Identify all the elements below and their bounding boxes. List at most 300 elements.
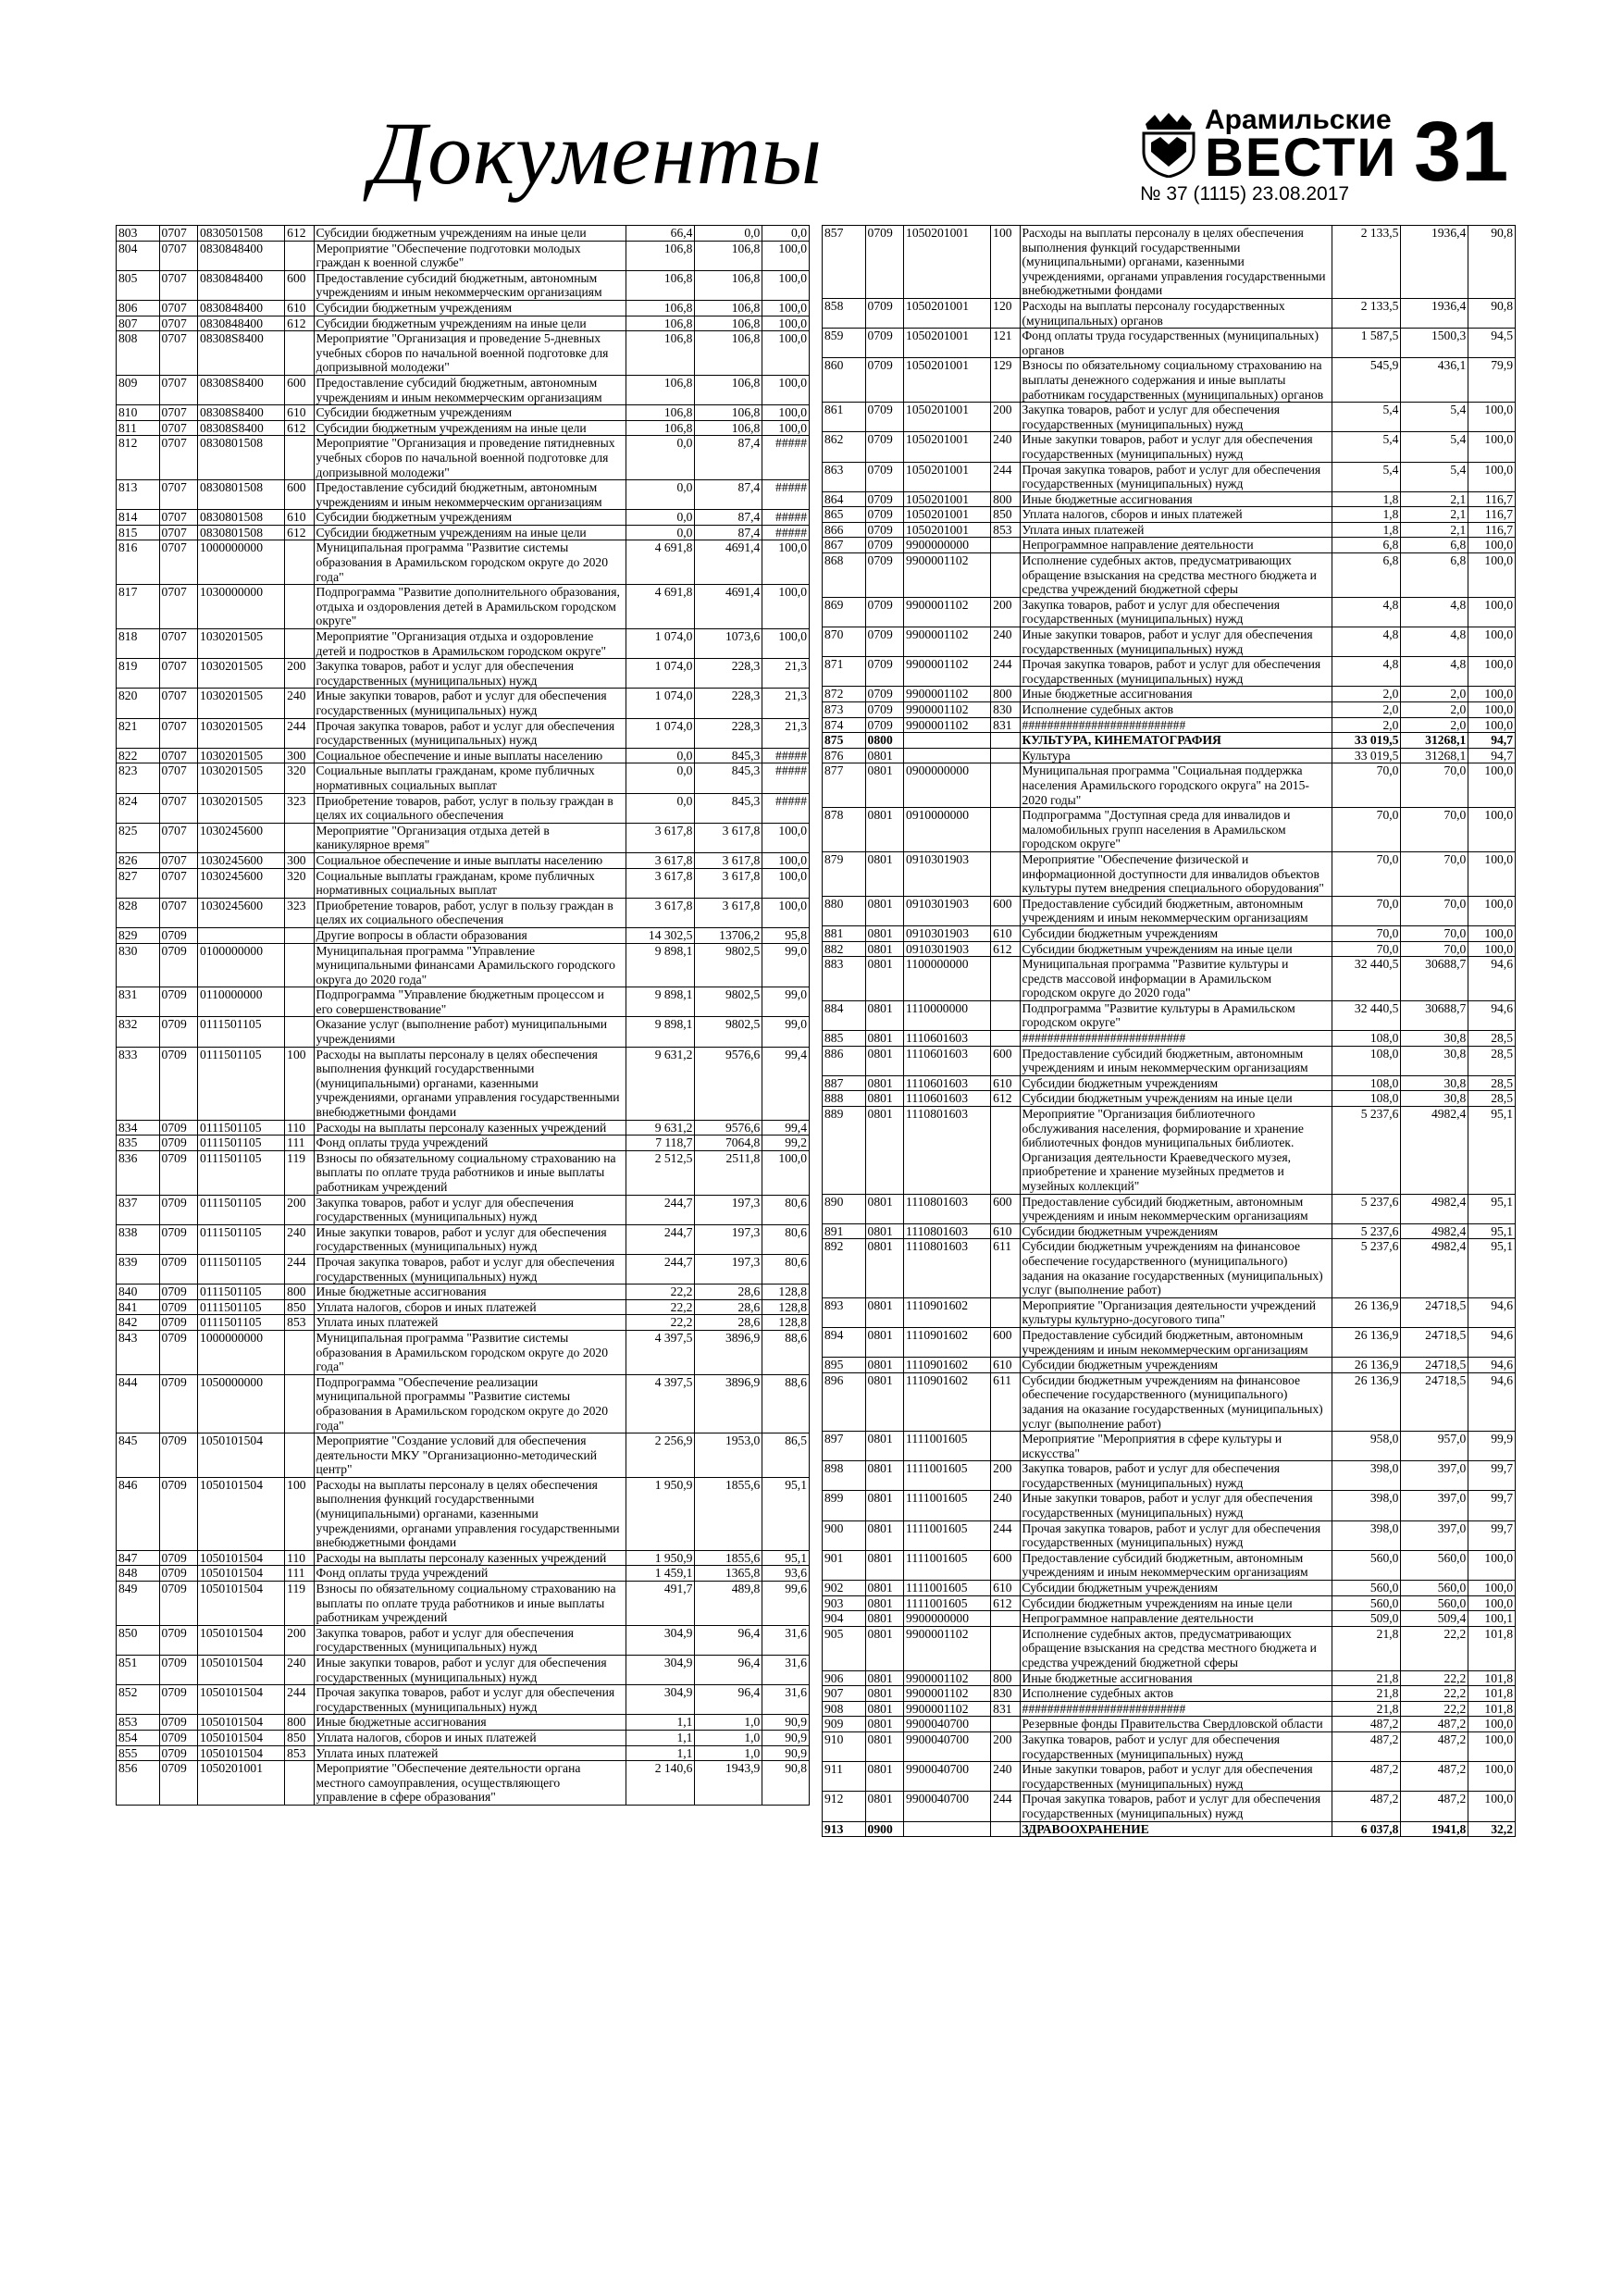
expense-type: 612 bbox=[285, 316, 314, 331]
execution-percent: 31,6 bbox=[762, 1685, 810, 1715]
section-code: 0801 bbox=[865, 1031, 903, 1047]
row-number: 841 bbox=[117, 1299, 160, 1315]
executed-amount: 106,8 bbox=[695, 331, 762, 376]
target-article: 1111001605 bbox=[904, 1520, 991, 1550]
execution-percent: 100,0 bbox=[762, 1150, 810, 1195]
section-code: 0707 bbox=[159, 270, 197, 300]
executed-amount: 22,2 bbox=[1401, 1670, 1468, 1686]
table-row bbox=[823, 1461, 1516, 1491]
row-number: 838 bbox=[117, 1224, 160, 1254]
row-number: 835 bbox=[117, 1136, 160, 1151]
execution-percent: 95,1 bbox=[762, 1550, 810, 1566]
item-name: Предоставление субсидий бюджетным, автономным учреждениям и иным некоммерческим организациям bbox=[1020, 896, 1332, 925]
row-number: 895 bbox=[823, 1358, 866, 1373]
row-number: 888 bbox=[823, 1091, 866, 1107]
right-column bbox=[822, 225, 1516, 1837]
section-code: 0707 bbox=[159, 420, 197, 436]
page-header bbox=[0, 0, 1623, 222]
section-code: 0801 bbox=[865, 957, 903, 1001]
expense-type: 800 bbox=[285, 1285, 314, 1300]
executed-amount: 1953,0 bbox=[695, 1433, 762, 1478]
expense-type: 200 bbox=[285, 1625, 314, 1655]
plan-amount: 1 074,0 bbox=[626, 718, 695, 748]
section-code: 0709 bbox=[865, 597, 903, 627]
section-code: 0707 bbox=[159, 585, 197, 629]
executed-amount: 397,0 bbox=[1401, 1520, 1468, 1550]
target-article: 0111501105 bbox=[198, 1254, 285, 1284]
expense-type bbox=[991, 1821, 1020, 1837]
row-number: 843 bbox=[117, 1330, 160, 1374]
target-article: 1050101504 bbox=[198, 1582, 285, 1626]
expense-type: 600 bbox=[991, 1194, 1020, 1223]
item-name: Предоставление субсидий бюджетным, автономным учреждениям и иным некоммерческим организациям bbox=[314, 480, 626, 510]
table-row bbox=[823, 717, 1516, 733]
table-row bbox=[823, 627, 1516, 657]
execution-percent: 99,0 bbox=[762, 1017, 810, 1047]
target-article: 0910301903 bbox=[904, 851, 991, 896]
execution-percent: 0,0 bbox=[762, 226, 810, 242]
execution-percent: 94,6 bbox=[1468, 1000, 1516, 1030]
target-article: 1030201505 bbox=[198, 689, 285, 718]
plan-amount: 4 691,8 bbox=[626, 540, 695, 585]
row-number: 846 bbox=[117, 1477, 160, 1550]
target-article: 1050201001 bbox=[904, 329, 991, 358]
table-row bbox=[823, 522, 1516, 538]
table-row bbox=[117, 718, 810, 748]
executed-amount: 4982,4 bbox=[1401, 1194, 1468, 1223]
item-name: Субсидии бюджетным учреждениям на иные цели bbox=[314, 525, 626, 540]
target-article: 1030201505 bbox=[198, 748, 285, 763]
row-number: 852 bbox=[117, 1685, 160, 1715]
section-code: 0801 bbox=[865, 851, 903, 896]
execution-percent: 31,6 bbox=[762, 1656, 810, 1685]
item-name: Субсидии бюджетным учреждениям bbox=[314, 300, 626, 316]
section-code: 0801 bbox=[865, 808, 903, 852]
section-code: 0707 bbox=[159, 480, 197, 510]
section-code: 0709 bbox=[159, 1715, 197, 1731]
execution-percent: ##### bbox=[762, 436, 810, 480]
target-article: 0111501105 bbox=[198, 1285, 285, 1300]
plan-amount: 2 512,5 bbox=[626, 1150, 695, 1195]
execution-percent: 79,9 bbox=[1468, 358, 1516, 403]
section-code: 0707 bbox=[159, 540, 197, 585]
table-row bbox=[117, 1550, 810, 1566]
target-article bbox=[904, 1821, 991, 1837]
executed-amount: 6,8 bbox=[1401, 553, 1468, 598]
section-code: 0709 bbox=[865, 491, 903, 507]
section-code: 0707 bbox=[159, 852, 197, 868]
expense-type: 244 bbox=[991, 1792, 1020, 1821]
section-code: 0707 bbox=[159, 868, 197, 898]
plan-amount: 958,0 bbox=[1332, 1432, 1401, 1461]
target-article: 1110601603 bbox=[904, 1075, 991, 1091]
target-article: 1111001605 bbox=[904, 1461, 991, 1491]
target-article: 0910301903 bbox=[904, 925, 991, 941]
expense-type bbox=[991, 808, 1020, 852]
expense-type: 121 bbox=[991, 329, 1020, 358]
section-code: 0709 bbox=[159, 1745, 197, 1761]
expense-type bbox=[991, 1611, 1020, 1627]
target-article: 1050201001 bbox=[904, 491, 991, 507]
plan-amount: 9 898,1 bbox=[626, 1017, 695, 1047]
table-row bbox=[117, 868, 810, 898]
executed-amount: 5,4 bbox=[1401, 403, 1468, 432]
item-name: Прочая закупка товаров, работ и услуг для обеспечения государственных (муниципальных) нужд bbox=[314, 1685, 626, 1715]
expense-type: 240 bbox=[991, 1762, 1020, 1792]
expense-type: 200 bbox=[991, 403, 1020, 432]
table-row bbox=[823, 925, 1516, 941]
executed-amount: 30,8 bbox=[1401, 1075, 1468, 1091]
section-code: 0709 bbox=[865, 657, 903, 687]
execution-percent: 31,6 bbox=[762, 1625, 810, 1655]
section-code: 0707 bbox=[159, 331, 197, 376]
target-article bbox=[904, 748, 991, 763]
row-number: 870 bbox=[823, 627, 866, 657]
section-code: 0801 bbox=[865, 1107, 903, 1195]
item-name: Предоставление субсидий бюджетным, автономным учреждениям и иным некоммерческим организациям bbox=[1020, 1194, 1332, 1223]
plan-amount: 4 397,5 bbox=[626, 1330, 695, 1374]
target-article: 1050201001 bbox=[198, 1761, 285, 1806]
item-name: Прочая закупка товаров, работ и услуг для обеспечения государственных (муниципальных) нужд bbox=[314, 1254, 626, 1284]
plan-amount: 0,0 bbox=[626, 525, 695, 540]
plan-amount: 106,8 bbox=[626, 241, 695, 270]
executed-amount: 560,0 bbox=[1401, 1581, 1468, 1596]
table-row bbox=[117, 1730, 810, 1745]
item-name: Субсидии бюджетным учреждениям bbox=[1020, 1358, 1332, 1373]
executed-amount: 28,6 bbox=[695, 1285, 762, 1300]
section-code: 0709 bbox=[159, 1047, 197, 1120]
executed-amount: 31268,1 bbox=[1401, 733, 1468, 749]
plan-amount: 14 302,5 bbox=[626, 927, 695, 943]
item-name: Расходы на выплаты персоналу государственных (муниципальных) органов bbox=[1020, 298, 1332, 328]
execution-percent: 100,0 bbox=[1468, 1792, 1516, 1821]
row-number: 898 bbox=[823, 1461, 866, 1491]
expense-type: 800 bbox=[991, 1670, 1020, 1686]
row-number: 847 bbox=[117, 1550, 160, 1566]
execution-percent: 99,2 bbox=[762, 1136, 810, 1151]
target-article: 1050201001 bbox=[904, 226, 991, 299]
row-number: 817 bbox=[117, 585, 160, 629]
expense-type: 612 bbox=[285, 226, 314, 242]
expense-type: 800 bbox=[991, 687, 1020, 702]
table-row bbox=[117, 1299, 810, 1315]
row-number: 840 bbox=[117, 1285, 160, 1300]
row-number: 901 bbox=[823, 1550, 866, 1580]
expense-type bbox=[285, 1761, 314, 1806]
table-row bbox=[117, 420, 810, 436]
row-number: 877 bbox=[823, 763, 866, 808]
table-row bbox=[823, 1239, 1516, 1297]
target-article: 1030201505 bbox=[198, 629, 285, 659]
row-number: 825 bbox=[117, 823, 160, 852]
execution-percent: 99,0 bbox=[762, 987, 810, 1017]
table-row bbox=[117, 1477, 810, 1550]
plan-amount: 1 950,9 bbox=[626, 1550, 695, 1566]
section-code: 0709 bbox=[159, 1224, 197, 1254]
section-code: 0801 bbox=[865, 1461, 903, 1491]
executed-amount: 24718,5 bbox=[1401, 1327, 1468, 1357]
item-name: Субсидии бюджетным учреждениям на иные цели bbox=[1020, 941, 1332, 957]
row-number: 862 bbox=[823, 432, 866, 462]
row-number: 844 bbox=[117, 1374, 160, 1433]
expense-type: 111 bbox=[285, 1136, 314, 1151]
target-article: 1000000000 bbox=[198, 540, 285, 585]
plan-amount: 7 118,7 bbox=[626, 1136, 695, 1151]
executed-amount: 5,4 bbox=[1401, 432, 1468, 462]
execution-percent: 100,0 bbox=[1468, 763, 1516, 808]
plan-amount: 0,0 bbox=[626, 763, 695, 793]
row-number: 891 bbox=[823, 1223, 866, 1239]
target-article: 1111001605 bbox=[904, 1550, 991, 1580]
section-code: 0709 bbox=[159, 1761, 197, 1806]
target-article: 0830801508 bbox=[198, 480, 285, 510]
expense-type bbox=[285, 436, 314, 480]
section-code: 0709 bbox=[865, 432, 903, 462]
plan-amount: 9 631,2 bbox=[626, 1047, 695, 1120]
plan-amount: 1 074,0 bbox=[626, 629, 695, 659]
executed-amount: 4691,4 bbox=[695, 540, 762, 585]
plan-amount: 487,2 bbox=[1332, 1792, 1401, 1821]
issue-info: № 37 (1115) 23.08.2017 bbox=[1140, 183, 1350, 205]
item-name: Социальное обеспечение и иные выплаты населению bbox=[314, 852, 626, 868]
table-row bbox=[117, 1254, 810, 1284]
item-name: Взносы по обязательному социальному страхованию на выплаты по оплате труда работников и иные выплаты работникам учреждений bbox=[314, 1150, 626, 1195]
execution-percent: 100,0 bbox=[762, 420, 810, 436]
target-article: 1111001605 bbox=[904, 1581, 991, 1596]
executed-amount: 1855,6 bbox=[695, 1477, 762, 1550]
item-name: Уплата иных платежей bbox=[1020, 522, 1332, 538]
plan-amount: 1,1 bbox=[626, 1730, 695, 1745]
section-code: 0707 bbox=[159, 718, 197, 748]
executed-amount: 24718,5 bbox=[1401, 1297, 1468, 1327]
execution-percent: 94,7 bbox=[1468, 748, 1516, 763]
row-number: 867 bbox=[823, 538, 866, 553]
executed-amount: 5,4 bbox=[1401, 462, 1468, 491]
plan-amount: 0,0 bbox=[626, 436, 695, 480]
item-name: Исполнение судебных актов, предусматривающих обращение взыскания на средства местного бюджета и средства учреждений бюджетной сферы bbox=[1020, 553, 1332, 598]
item-name: ########################## bbox=[1020, 1031, 1332, 1047]
row-number: 834 bbox=[117, 1120, 160, 1136]
section-code: 0707 bbox=[159, 763, 197, 793]
section-code: 0707 bbox=[159, 793, 197, 823]
execution-percent: 100,0 bbox=[1468, 1762, 1516, 1792]
table-row bbox=[823, 298, 1516, 328]
execution-percent: 100,0 bbox=[1468, 808, 1516, 852]
execution-percent: 93,6 bbox=[762, 1566, 810, 1582]
item-name: Непрограммное направление деятельности bbox=[1020, 538, 1332, 553]
table-row bbox=[117, 898, 810, 927]
expense-type bbox=[285, 927, 314, 943]
execution-percent: ##### bbox=[762, 748, 810, 763]
item-name: Закупка товаров, работ и услуг для обеспечения государственных (муниципальных) нужд bbox=[314, 1625, 626, 1655]
table-row bbox=[823, 462, 1516, 491]
executed-amount: 9576,6 bbox=[695, 1047, 762, 1120]
table-row bbox=[117, 763, 810, 793]
section-code: 0801 bbox=[865, 1091, 903, 1107]
table-row bbox=[823, 1223, 1516, 1239]
section-code: 0707 bbox=[159, 659, 197, 689]
row-number: 813 bbox=[117, 480, 160, 510]
executed-amount: 9802,5 bbox=[695, 943, 762, 987]
row-number: 809 bbox=[117, 375, 160, 404]
expense-type: 110 bbox=[285, 1120, 314, 1136]
executed-amount: 106,8 bbox=[695, 420, 762, 436]
section-code: 0801 bbox=[865, 763, 903, 808]
plan-amount: 33 019,5 bbox=[1332, 733, 1401, 749]
expense-type: 610 bbox=[285, 300, 314, 316]
table-row bbox=[823, 329, 1516, 358]
plan-amount: 66,4 bbox=[626, 226, 695, 242]
plan-amount: 2,0 bbox=[1332, 702, 1401, 718]
table-row bbox=[117, 270, 810, 300]
section-code: 0801 bbox=[865, 1194, 903, 1223]
plan-amount: 9 898,1 bbox=[626, 987, 695, 1017]
plan-amount: 21,8 bbox=[1332, 1626, 1401, 1670]
execution-percent: 86,5 bbox=[762, 1433, 810, 1478]
table-row bbox=[823, 808, 1516, 852]
table-row bbox=[823, 1000, 1516, 1030]
target-article: 1050101504 bbox=[198, 1550, 285, 1566]
expense-type: 200 bbox=[285, 1195, 314, 1224]
row-number: 878 bbox=[823, 808, 866, 852]
plan-amount: 6 037,8 bbox=[1332, 1821, 1401, 1837]
executed-amount: 106,8 bbox=[695, 316, 762, 331]
plan-amount: 1 459,1 bbox=[626, 1566, 695, 1582]
table-row bbox=[117, 226, 810, 242]
target-article: 0910301903 bbox=[904, 941, 991, 957]
executed-amount: 6,8 bbox=[1401, 538, 1468, 553]
executed-amount: 1073,6 bbox=[695, 629, 762, 659]
row-number: 818 bbox=[117, 629, 160, 659]
section-code: 0801 bbox=[865, 1762, 903, 1792]
item-name: Муниципальная программа "Социальная поддержка населения Арамильского городского округа" на 2015-2020 годы" bbox=[1020, 763, 1332, 808]
item-name: Муниципальная программа "Развитие культуры и средств массовой информации в Арамильском городском округе до 2020 года" bbox=[1020, 957, 1332, 1001]
plan-amount: 4 397,5 bbox=[626, 1374, 695, 1433]
section-code: 0707 bbox=[159, 823, 197, 852]
table-row bbox=[117, 1582, 810, 1626]
execution-percent: 99,6 bbox=[762, 1582, 810, 1626]
plan-amount: 3 617,8 bbox=[626, 823, 695, 852]
table-row bbox=[823, 491, 1516, 507]
section-code: 0801 bbox=[865, 1595, 903, 1611]
table-row bbox=[823, 748, 1516, 763]
plan-amount: 22,2 bbox=[626, 1315, 695, 1331]
target-article: 08308S8400 bbox=[198, 375, 285, 404]
item-name: Иные бюджетные ассигнования bbox=[1020, 687, 1332, 702]
target-article: 1110601603 bbox=[904, 1031, 991, 1047]
target-article: 0111501105 bbox=[198, 1315, 285, 1331]
table-row bbox=[823, 763, 1516, 808]
table-row bbox=[823, 1595, 1516, 1611]
row-number: 864 bbox=[823, 491, 866, 507]
row-number: 900 bbox=[823, 1520, 866, 1550]
plan-amount: 108,0 bbox=[1332, 1031, 1401, 1047]
executed-amount: 2,1 bbox=[1401, 522, 1468, 538]
table-row bbox=[823, 1194, 1516, 1223]
executed-amount: 2,1 bbox=[1401, 491, 1468, 507]
expense-type bbox=[991, 748, 1020, 763]
execution-percent: 100,0 bbox=[762, 868, 810, 898]
row-number: 902 bbox=[823, 1581, 866, 1596]
table-row bbox=[823, 1297, 1516, 1327]
item-name: Мероприятие "Обеспечение деятельности органа местного самоуправления, осуществляющего управление в сфере образования" bbox=[314, 1761, 626, 1806]
item-name: Расходы на выплаты персоналу казенных учреждений bbox=[314, 1120, 626, 1136]
expense-type: 240 bbox=[285, 689, 314, 718]
expense-type: 610 bbox=[991, 925, 1020, 941]
section-code: 0709 bbox=[159, 1136, 197, 1151]
execution-percent: 100,0 bbox=[762, 585, 810, 629]
executed-amount: 1,0 bbox=[695, 1730, 762, 1745]
expense-type: 610 bbox=[285, 405, 314, 421]
execution-percent: 128,8 bbox=[762, 1299, 810, 1315]
row-number: 890 bbox=[823, 1194, 866, 1223]
row-number: 805 bbox=[117, 270, 160, 300]
execution-percent: 100,1 bbox=[1468, 1611, 1516, 1627]
plan-amount: 108,0 bbox=[1332, 1091, 1401, 1107]
section-code: 0801 bbox=[865, 1686, 903, 1702]
executed-amount: 30688,7 bbox=[1401, 1000, 1468, 1030]
execution-percent: ##### bbox=[762, 793, 810, 823]
execution-percent: 21,3 bbox=[762, 659, 810, 689]
execution-percent: 100,0 bbox=[1468, 702, 1516, 718]
table-row bbox=[117, 1625, 810, 1655]
section-code: 0801 bbox=[865, 1491, 903, 1520]
section-code: 0707 bbox=[159, 405, 197, 421]
expense-type bbox=[991, 1432, 1020, 1461]
executed-amount: 4982,4 bbox=[1401, 1107, 1468, 1195]
row-number: 807 bbox=[117, 316, 160, 331]
table-row bbox=[117, 331, 810, 376]
section-code: 0709 bbox=[159, 1582, 197, 1626]
table-row bbox=[117, 659, 810, 689]
row-number: 842 bbox=[117, 1315, 160, 1331]
table-row bbox=[823, 1626, 1516, 1670]
expense-type: 600 bbox=[991, 1046, 1020, 1075]
expense-type: 850 bbox=[285, 1299, 314, 1315]
plan-amount: 21,8 bbox=[1332, 1686, 1401, 1702]
item-name: Непрограммное направление деятельности bbox=[1020, 1611, 1332, 1627]
item-name: Предоставление субсидий бюджетным, автономным учреждениям и иным некоммерческим организациям bbox=[1020, 1550, 1332, 1580]
expense-type: 200 bbox=[991, 597, 1020, 627]
item-name: Уплата налогов, сборов и иных платежей bbox=[314, 1299, 626, 1315]
executed-amount: 228,3 bbox=[695, 718, 762, 748]
plan-amount: 1 950,9 bbox=[626, 1477, 695, 1550]
section-code: 0709 bbox=[159, 943, 197, 987]
target-article: 0111501105 bbox=[198, 1195, 285, 1224]
target-article: 1050201001 bbox=[904, 522, 991, 538]
plan-amount: 21,8 bbox=[1332, 1701, 1401, 1717]
execution-percent: ##### bbox=[762, 525, 810, 540]
item-name: Социальные выплаты гражданам, кроме публичных нормативных социальных выплат bbox=[314, 763, 626, 793]
execution-percent: 21,3 bbox=[762, 718, 810, 748]
expense-type: 119 bbox=[285, 1582, 314, 1626]
row-number: 882 bbox=[823, 941, 866, 957]
plan-amount: 2 256,9 bbox=[626, 1433, 695, 1478]
table-row bbox=[823, 896, 1516, 925]
expense-type: 610 bbox=[991, 1223, 1020, 1239]
table-row bbox=[117, 300, 810, 316]
row-number: 911 bbox=[823, 1762, 866, 1792]
table-row bbox=[823, 1031, 1516, 1047]
table-row bbox=[117, 1715, 810, 1731]
executed-amount: 30,8 bbox=[1401, 1091, 1468, 1107]
plan-amount: 106,8 bbox=[626, 375, 695, 404]
execution-percent: 100,0 bbox=[762, 629, 810, 659]
plan-amount: 70,0 bbox=[1332, 808, 1401, 852]
section-code: 0801 bbox=[865, 1731, 903, 1761]
target-article: 9900001102 bbox=[904, 1626, 991, 1670]
table-row bbox=[117, 689, 810, 718]
